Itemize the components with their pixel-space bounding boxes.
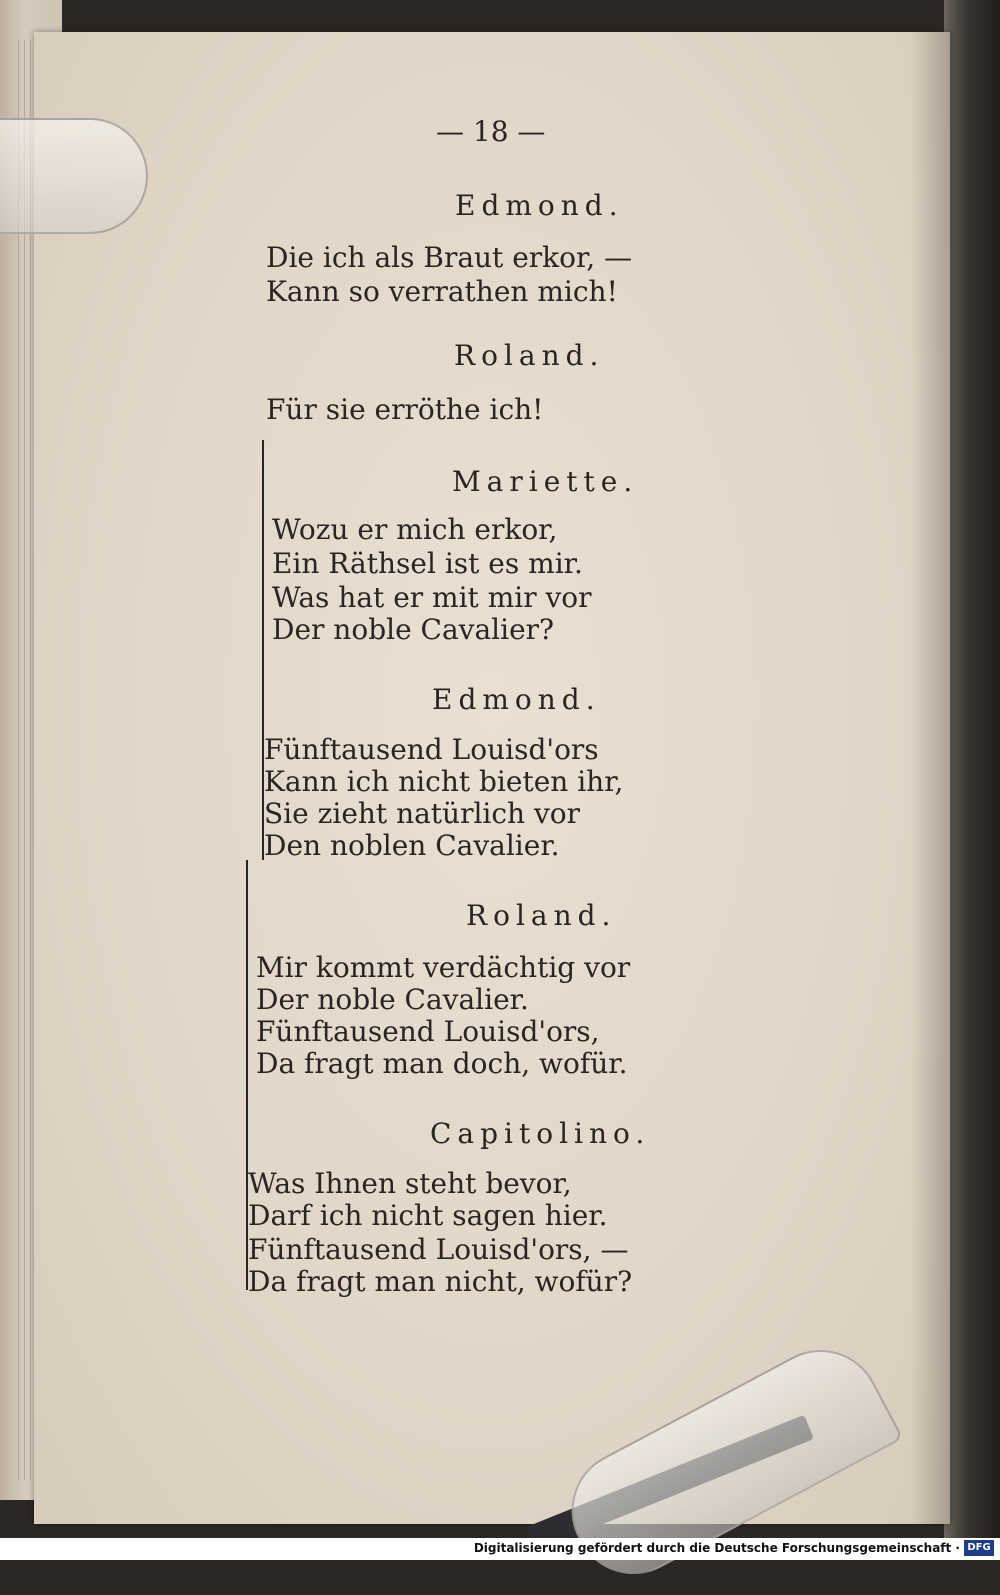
verse-line: Die ich als Braut erkor, — <box>266 241 633 274</box>
verse-line: Für sie erröthe ich! <box>266 393 544 426</box>
verse-line: Da fragt man doch, wofür. <box>256 1047 628 1080</box>
verse-line: Fünftausend Louisd'ors, <box>256 1015 600 1048</box>
verse-line: Sie zieht natürlich vor <box>264 797 581 830</box>
book-cover-edge <box>944 0 1000 1560</box>
verse-line: Was hat er mit mir vor <box>272 581 592 614</box>
verse-line: Fünftausend Louisd'ors <box>264 733 599 766</box>
scanner-clip-top <box>0 118 148 234</box>
speaker-edmond: Edmond. <box>432 683 601 716</box>
verse-line: Der noble Cavalier. <box>256 983 529 1016</box>
verse-line: Da fragt man nicht, wofür? <box>248 1265 633 1298</box>
verse-line: Ein Räthsel ist es mir. <box>272 547 583 580</box>
verse-line: Was Ihnen steht bevor, <box>248 1167 572 1200</box>
page-gutter-shadow <box>910 32 950 1524</box>
footer-credit: Digitalisierung gefördert durch die Deutsche Forschungsgemeinschaft · <box>473 1541 960 1555</box>
verse-line: Wozu er mich erkor, <box>272 513 558 546</box>
verse-line: Kann ich nicht bieten ihr, <box>264 765 624 798</box>
verse-line: Fünftausend Louisd'ors, — <box>248 1233 629 1266</box>
verse-line: Der noble Cavalier? <box>272 613 555 646</box>
verse-line: Mir kommt verdächtig vor <box>256 951 631 984</box>
dfg-logo: DFG <box>964 1540 994 1556</box>
verse-line: Den noblen Cavalier. <box>264 829 560 862</box>
speaker-edmond: Edmond. <box>455 189 624 222</box>
page-number: — 18 — <box>436 115 546 148</box>
speaker-capitolino: Capitolino. <box>430 1117 651 1150</box>
speaker-roland: Roland. <box>454 339 605 372</box>
speaker-mariette: Mariette. <box>452 465 639 498</box>
verse-line: Darf ich nicht sagen hier. <box>248 1199 608 1232</box>
verse-line: Kann so verrathen mich! <box>266 275 618 308</box>
speaker-roland: Roland. <box>466 899 617 932</box>
